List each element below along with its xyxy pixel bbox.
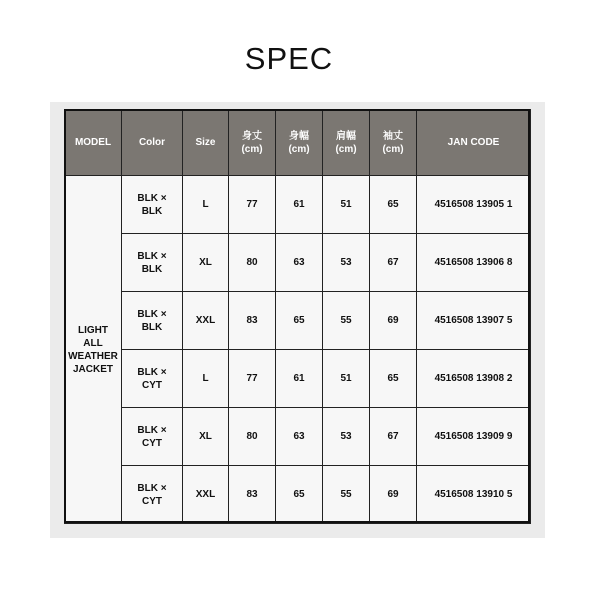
jan-code-cell: 4516508 13910 5	[417, 466, 531, 524]
color-cell: BLK × CYT	[122, 408, 183, 466]
body-length-cell: 83	[229, 466, 276, 524]
color-cell: BLK × BLK	[122, 292, 183, 350]
shoulder-width-cell: 53	[323, 234, 370, 292]
body-width-cell: 65	[276, 292, 323, 350]
body-width-cell: 63	[276, 408, 323, 466]
shoulder-width-cell: 55	[323, 292, 370, 350]
spec-table	[64, 109, 531, 524]
model-cell: LIGHT ALL WEATHER JACKET	[65, 176, 122, 524]
jan-code-cell: 4516508 13908 2	[417, 350, 531, 408]
header-sleeve-length: 袖丈 (cm)	[370, 110, 417, 176]
size-cell: L	[183, 176, 229, 234]
sleeve-length-cell: 67	[370, 408, 417, 466]
shoulder-width-cell: 51	[323, 350, 370, 408]
body-width-cell: 61	[276, 350, 323, 408]
color-cell: BLK × BLK	[122, 234, 183, 292]
header-model: MODEL	[65, 110, 122, 176]
body-width-cell: 61	[276, 176, 323, 234]
table-row	[65, 350, 531, 408]
size-cell: XL	[183, 234, 229, 292]
shoulder-width-cell: 53	[323, 408, 370, 466]
body-length-cell: 77	[229, 176, 276, 234]
shoulder-width-cell: 51	[323, 176, 370, 234]
color-cell: BLK × CYT	[122, 350, 183, 408]
header-color: Color	[122, 110, 183, 176]
body-width-cell: 63	[276, 234, 323, 292]
header-jan-code: JAN CODE	[417, 110, 531, 176]
sleeve-length-cell: 69	[370, 466, 417, 524]
body-width-cell: 65	[276, 466, 323, 524]
table-row	[65, 292, 531, 350]
jan-code-cell: 4516508 13909 9	[417, 408, 531, 466]
size-cell: L	[183, 350, 229, 408]
jan-code-cell: 4516508 13907 5	[417, 292, 531, 350]
sleeve-length-cell: 65	[370, 176, 417, 234]
jan-code-cell: 4516508 13906 8	[417, 234, 531, 292]
header-shoulder-width: 肩幅 (cm)	[323, 110, 370, 176]
header-body-width: 身幅 (cm)	[276, 110, 323, 176]
header-row	[65, 110, 531, 176]
table-row	[65, 466, 531, 524]
color-cell: BLK × CYT	[122, 466, 183, 524]
sleeve-length-cell: 67	[370, 234, 417, 292]
color-cell: BLK × BLK	[122, 176, 183, 234]
body-length-cell: 83	[229, 292, 276, 350]
size-cell: XXL	[183, 466, 229, 524]
size-cell: XXL	[183, 292, 229, 350]
sleeve-length-cell: 65	[370, 350, 417, 408]
body-length-cell: 77	[229, 350, 276, 408]
header-size: Size	[183, 110, 229, 176]
shoulder-width-cell: 55	[323, 466, 370, 524]
spec-title: SPEC	[244, 41, 334, 76]
size-cell: XL	[183, 408, 229, 466]
spec-table-body	[65, 176, 531, 524]
header-body-length: 身丈 (cm)	[229, 110, 276, 176]
table-row	[65, 176, 531, 234]
body-length-cell: 80	[229, 234, 276, 292]
table-row	[65, 234, 531, 292]
sleeve-length-cell: 69	[370, 292, 417, 350]
table-row	[65, 408, 531, 466]
jan-code-cell: 4516508 13905 1	[417, 176, 531, 234]
body-length-cell: 80	[229, 408, 276, 466]
spec-table-header	[65, 110, 531, 176]
